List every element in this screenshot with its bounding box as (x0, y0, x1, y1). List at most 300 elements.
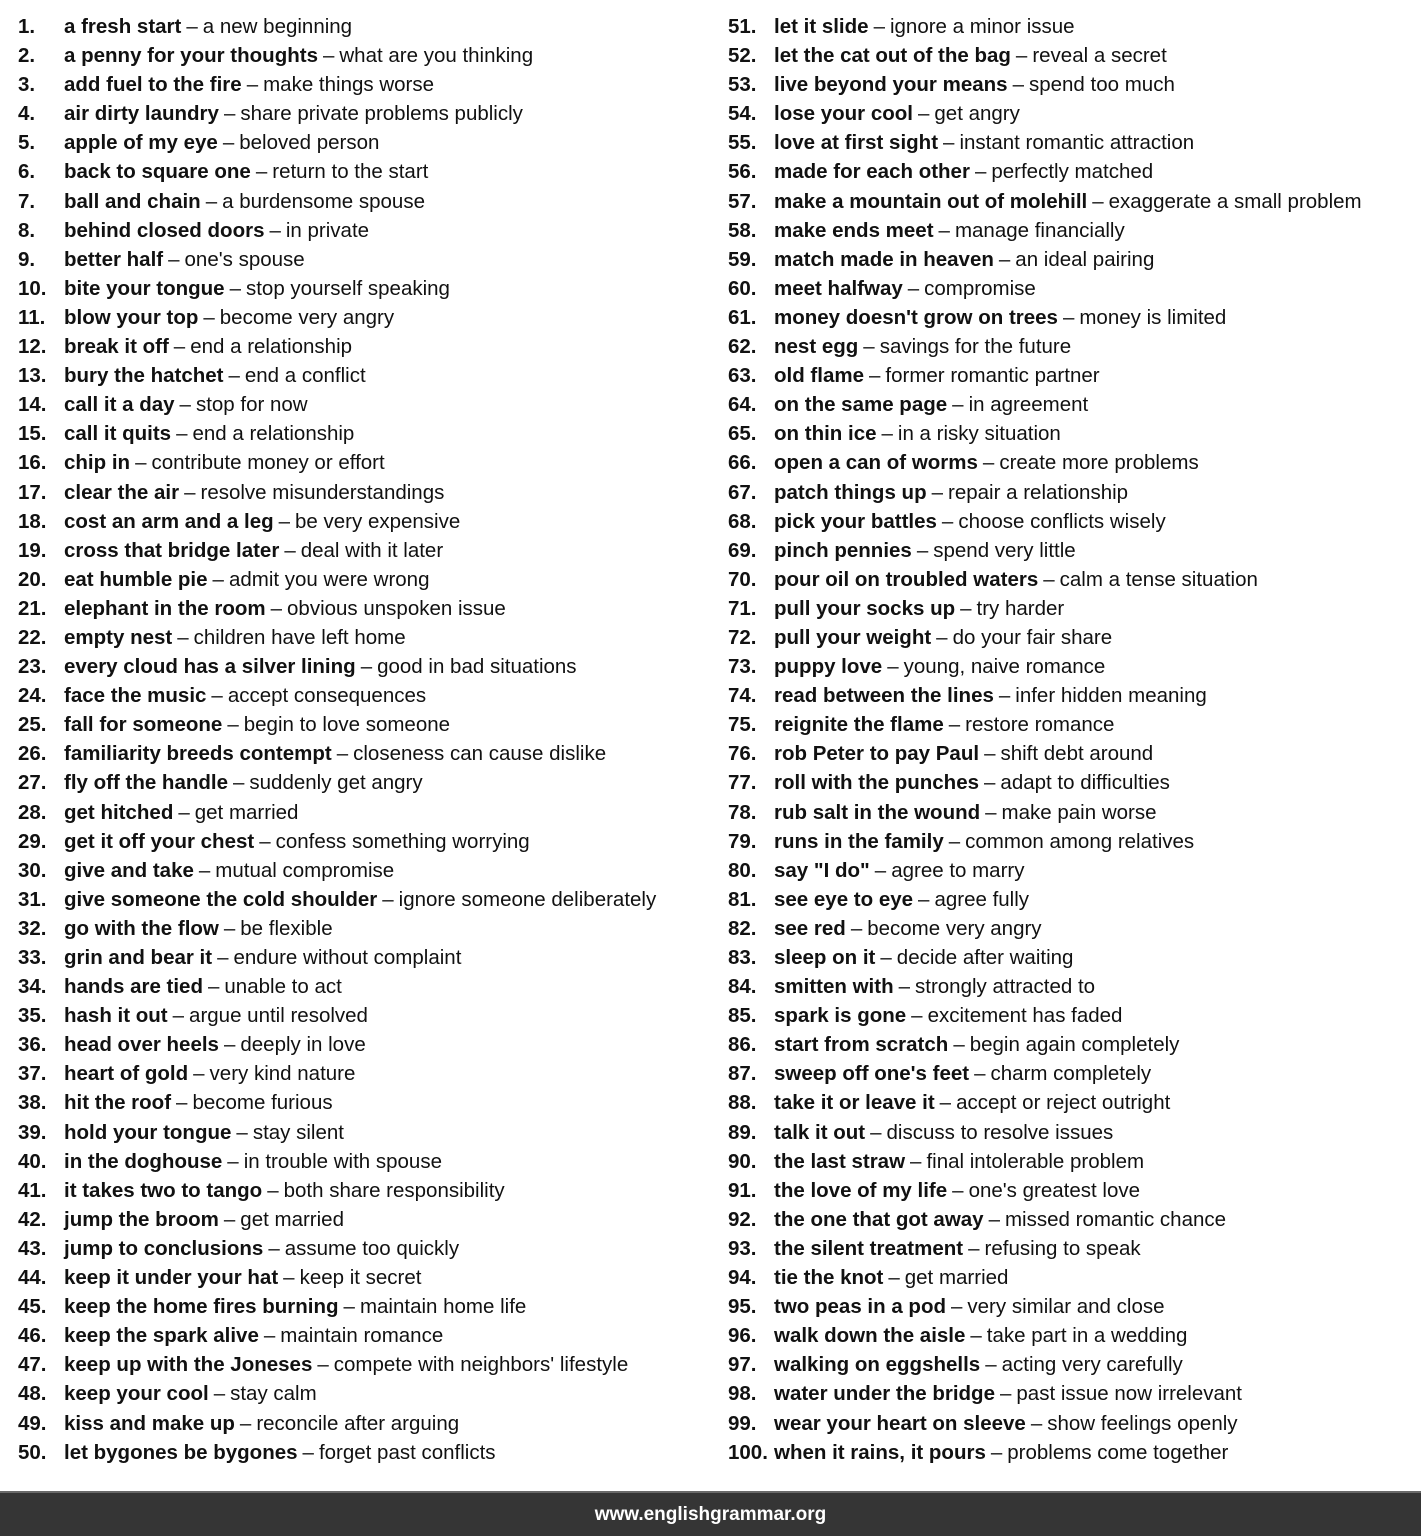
list-item (728, 507, 1421, 536)
separator-dash: – (1012, 73, 1024, 97)
separator-dash: – (988, 1207, 1000, 1231)
item-number: 44. (18, 1266, 47, 1290)
list-item (728, 157, 1421, 186)
idiom-meaning: accept or reject outright (956, 1091, 1171, 1115)
separator-dash: – (907, 276, 920, 300)
item-number: 87. (728, 1062, 757, 1086)
item-number: 2. (18, 44, 36, 68)
idiom-phrase: live beyond your means (774, 73, 1008, 97)
idiom-meaning: get married (194, 800, 299, 824)
separator-dash: – (227, 1149, 239, 1173)
separator-dash: – (223, 916, 236, 940)
item-number: 93. (728, 1236, 757, 1260)
list-item (728, 1321, 1421, 1350)
separator-dash: – (208, 975, 220, 999)
item-text (774, 1292, 1165, 1321)
idiom-meaning: infer hidden meaning (1015, 684, 1207, 708)
idiom-meaning: acting very carefully (1001, 1353, 1183, 1377)
list-item (728, 798, 1421, 827)
list-item (18, 594, 708, 623)
separator-dash: – (873, 15, 885, 38)
list-item (18, 914, 708, 943)
list-item (728, 827, 1421, 856)
item-number: 33. (18, 946, 47, 969)
footer-url[interactable]: www.englishgrammar.org (594, 1503, 827, 1525)
item-text (64, 943, 461, 972)
idiom-meaning: deeply in love (240, 1033, 366, 1057)
separator-dash: – (982, 451, 995, 475)
item-text (64, 70, 434, 99)
item-number: 98. (728, 1382, 757, 1406)
idiom-meaning: what are you thinking (339, 44, 534, 68)
item-number: 72. (728, 625, 757, 649)
idiom-meaning: mutual compromise (215, 858, 395, 882)
item-number: 94. (728, 1266, 757, 1290)
idiom-meaning: good in bad situations (377, 655, 577, 679)
idiom-phrase: when it rains, it pours (774, 1440, 986, 1464)
separator-dash: – (917, 102, 930, 126)
list-item (18, 478, 708, 507)
list-item (18, 216, 708, 245)
item-number: 25. (18, 713, 47, 737)
item-text (774, 827, 1194, 856)
separator-dash: – (863, 335, 875, 359)
idiom-meaning: maintain romance (280, 1324, 444, 1348)
idiom-meaning: become very angry (219, 305, 395, 329)
idiom-meaning: reconcile after arguing (256, 1411, 460, 1435)
idiom-phrase: call it quits (64, 422, 172, 446)
list-item (18, 448, 708, 477)
list-item (728, 1438, 1421, 1467)
idiom-meaning: restore romance (965, 713, 1115, 737)
item-number: 39. (18, 1120, 47, 1144)
list-item (18, 128, 708, 157)
idiom-meaning: become very angry (867, 916, 1042, 940)
list-item (728, 681, 1421, 710)
idiom-meaning: shift debt around (1000, 742, 1154, 766)
item-text (64, 99, 523, 128)
item-number: 5. (18, 131, 36, 155)
separator-dash: – (948, 713, 961, 737)
item-text (774, 710, 1114, 739)
idiom-meaning: assume too quickly (284, 1236, 460, 1260)
item-number: 71. (728, 596, 757, 620)
idiom-phrase: hit the roof (64, 1091, 172, 1115)
item-text (774, 856, 1025, 885)
idiom-meaning: resolve misunderstandings (200, 480, 445, 504)
item-text (64, 187, 425, 216)
idiom-phrase: start from scratch (774, 1033, 949, 1057)
separator-dash: – (179, 393, 191, 417)
list-item (728, 361, 1421, 390)
separator-dash: – (898, 975, 910, 999)
idiom-meaning: spend too much (1028, 73, 1175, 97)
item-text (64, 448, 385, 477)
item-number: 78. (728, 800, 757, 824)
list-item (728, 710, 1421, 739)
item-number: 20. (18, 567, 47, 591)
item-text (64, 128, 379, 157)
item-number: 76. (728, 742, 757, 766)
idiom-meaning: in a risky situation (897, 422, 1061, 446)
separator-dash: – (263, 1324, 276, 1348)
idiom-phrase: walking on eggshells (774, 1353, 981, 1377)
item-text (64, 798, 298, 827)
item-number: 67. (728, 480, 757, 504)
item-text (774, 1030, 1179, 1059)
idiom-phrase: apple of my eye (64, 131, 218, 155)
item-number: 66. (728, 451, 757, 475)
item-number: 42. (18, 1207, 47, 1231)
separator-dash: – (259, 829, 271, 853)
item-number: 34. (18, 975, 47, 999)
idiom-phrase: behind closed doors (64, 218, 265, 242)
item-text (774, 739, 1153, 768)
item-number: 45. (18, 1295, 47, 1319)
item-text (774, 216, 1125, 245)
item-number: 24. (18, 684, 47, 708)
idiom-phrase: love at first sight (774, 131, 939, 155)
item-text (774, 1263, 1008, 1292)
idiom-phrase: it takes two to tango (64, 1178, 263, 1202)
list-item (18, 507, 708, 536)
item-text (64, 1350, 628, 1379)
separator-dash: – (255, 160, 268, 184)
item-text (64, 1205, 344, 1234)
separator-dash: – (936, 625, 948, 649)
separator-dash: – (178, 800, 190, 824)
item-number: 41. (18, 1178, 47, 1202)
item-number: 55. (728, 131, 757, 155)
item-number: 40. (18, 1149, 47, 1173)
idiom-meaning: maintain home life (359, 1295, 527, 1319)
list-item (18, 1263, 708, 1292)
item-text (774, 798, 1157, 827)
separator-dash: – (222, 131, 235, 155)
item-text (774, 536, 1076, 565)
idiom-phrase: walk down the aisle (774, 1324, 966, 1348)
list-item (728, 70, 1421, 99)
separator-dash: – (213, 1382, 226, 1406)
list-item (18, 1379, 708, 1408)
idiom-meaning: discuss to resolve issues (886, 1120, 1114, 1144)
idiom-phrase: sweep off one's feet (774, 1062, 970, 1086)
separator-dash: – (918, 887, 930, 911)
idiom-meaning: instant romantic attraction (959, 131, 1195, 155)
idiom-phrase: hands are tied (64, 975, 203, 999)
idiom-phrase: bury the hatchet (64, 364, 224, 388)
idiom-meaning: begin to love someone (243, 713, 451, 737)
idiom-phrase: see red (774, 916, 846, 940)
list-item (18, 739, 708, 768)
item-number: 14. (18, 393, 47, 417)
idiom-phrase: on the same page (774, 393, 948, 417)
item-number: 32. (18, 916, 47, 940)
separator-dash: – (172, 1004, 185, 1028)
idiom-phrase: call it a day (64, 393, 175, 417)
item-text (774, 187, 1362, 216)
separator-dash: – (948, 829, 961, 853)
idiom-phrase: pour oil on troubled waters (774, 567, 1039, 591)
idiom-phrase: a fresh start (64, 15, 182, 38)
idiom-meaning: in trouble with spouse (243, 1149, 442, 1173)
item-number: 97. (728, 1353, 757, 1377)
idiom-phrase: jump the broom (64, 1207, 219, 1231)
item-text (64, 507, 460, 536)
item-text (64, 419, 354, 448)
separator-dash: – (176, 1091, 188, 1115)
item-number: 89. (728, 1120, 757, 1144)
separator-dash: – (960, 596, 972, 620)
list-item (728, 1118, 1421, 1147)
list-item (728, 303, 1421, 332)
idiom-phrase: talk it out (774, 1120, 866, 1144)
item-text (774, 885, 1029, 914)
separator-dash: – (267, 1178, 279, 1202)
list-item (18, 768, 708, 797)
item-text (774, 943, 1073, 972)
list-item (728, 187, 1421, 216)
idiom-phrase: the silent treatment (774, 1236, 964, 1260)
idiom-meaning: excitement has faded (927, 1004, 1123, 1028)
separator-dash: – (382, 887, 394, 911)
list-item (18, 1001, 708, 1030)
separator-dash: – (1092, 189, 1104, 213)
idiom-meaning: ignore someone deliberately (398, 887, 657, 911)
list-item (18, 187, 708, 216)
separator-dash: – (974, 1062, 986, 1086)
idiom-phrase: give and take (64, 858, 194, 882)
idiom-phrase: keep the home fires burning (64, 1295, 339, 1319)
item-text (64, 1147, 442, 1176)
separator-dash: – (984, 742, 996, 766)
item-number: 12. (18, 335, 47, 359)
list-item (728, 1292, 1421, 1321)
idiom-phrase: kiss and make up (64, 1411, 235, 1435)
separator-dash: – (233, 771, 245, 795)
item-text (774, 1059, 1151, 1088)
separator-dash: – (236, 1120, 248, 1144)
item-text (774, 1379, 1242, 1408)
item-text (774, 245, 1154, 274)
item-number: 29. (18, 829, 47, 853)
separator-dash: – (228, 364, 240, 388)
item-number: 26. (18, 742, 47, 766)
item-text (64, 478, 444, 507)
idiom-phrase: runs in the family (774, 829, 944, 853)
idiom-phrase: rob Peter to pay Paul (774, 742, 980, 766)
item-number: 65. (728, 422, 757, 446)
idiom-phrase: jump to conclusions (64, 1236, 264, 1260)
list-item (18, 972, 708, 1001)
item-text (774, 303, 1226, 332)
idiom-meaning: agree to marry (891, 858, 1025, 882)
idiom-meaning: create more problems (999, 451, 1199, 475)
list-item (18, 652, 708, 681)
idiom-meaning: agree fully (934, 887, 1030, 911)
idiom-meaning: stop yourself speaking (245, 276, 450, 300)
separator-dash: – (943, 131, 955, 155)
idiom-phrase: air dirty laundry (64, 102, 219, 126)
idiom-phrase: hold your tongue (64, 1120, 232, 1144)
list-item (18, 1118, 708, 1147)
list-item (728, 332, 1421, 361)
idiom-meaning: savings for the future (879, 335, 1072, 359)
list-item (728, 768, 1421, 797)
idiom-phrase: wear your heart on sleeve (774, 1411, 1026, 1435)
item-text (774, 361, 1100, 390)
item-text (64, 12, 352, 41)
idiom-phrase: get it off your chest (64, 829, 255, 853)
list-item (728, 274, 1421, 303)
idiom-meaning: choose conflicts wisely (958, 509, 1166, 533)
item-text (64, 536, 443, 565)
item-text (64, 652, 577, 681)
item-number: 58. (728, 218, 757, 242)
item-number: 52. (728, 44, 757, 68)
idiom-meaning: get angry (934, 102, 1020, 126)
list-item (728, 1205, 1421, 1234)
idiom-phrase: take it or leave it (774, 1091, 935, 1115)
separator-dash: – (168, 247, 180, 271)
list-item (18, 710, 708, 739)
idiom-meaning: reveal a secret (1032, 44, 1167, 68)
item-text (774, 623, 1112, 652)
idiom-meaning: obvious unspoken issue (287, 596, 506, 620)
item-text (774, 70, 1175, 99)
list-item (18, 623, 708, 652)
separator-dash: – (302, 1440, 314, 1464)
idiom-meaning: money is limited (1079, 305, 1227, 329)
idiom-meaning: beloved person (239, 131, 380, 155)
item-number: 68. (728, 509, 757, 533)
item-text (64, 1030, 366, 1059)
idiom-meaning: missed romantic chance (1004, 1207, 1227, 1231)
item-text (64, 827, 530, 856)
idiom-phrase: read between the lines (774, 684, 994, 708)
separator-dash: – (269, 218, 281, 242)
separator-dash: – (283, 1266, 295, 1290)
item-text (774, 1118, 1113, 1147)
list-item (728, 536, 1421, 565)
item-number: 46. (18, 1324, 47, 1348)
idiom-phrase: the last straw (774, 1149, 906, 1173)
idiom-phrase: better half (64, 247, 164, 271)
idiom-phrase: ball and chain (64, 189, 201, 213)
idiom-meaning: end a conflict (244, 364, 366, 388)
separator-dash: – (938, 218, 950, 242)
idiom-meaning: admit you were wrong (228, 567, 430, 591)
item-text (64, 594, 506, 623)
separator-dash: – (217, 946, 229, 969)
list-item (18, 1205, 708, 1234)
idiom-phrase: tie the knot (774, 1266, 884, 1290)
idiom-phrase: chip in (64, 451, 131, 475)
list-item (18, 885, 708, 914)
idiom-phrase: add fuel to the fire (64, 73, 242, 97)
item-number: 49. (18, 1411, 47, 1435)
item-text (774, 1321, 1187, 1350)
separator-dash: – (881, 422, 893, 446)
separator-dash: – (223, 1207, 236, 1231)
list-item (728, 390, 1421, 419)
separator-dash: – (278, 509, 291, 533)
item-number: 59. (728, 247, 757, 271)
list-item (728, 12, 1421, 41)
idiom-phrase: spark is gone (774, 1004, 907, 1028)
item-text (774, 914, 1042, 943)
idiom-meaning: decide after waiting (896, 946, 1074, 969)
idiom-meaning: return to the start (272, 160, 429, 184)
idiom-phrase: the one that got away (774, 1207, 984, 1231)
separator-dash: – (1043, 567, 1055, 591)
idiom-phrase: see eye to eye (774, 887, 914, 911)
item-text (64, 1263, 421, 1292)
separator-dash: – (939, 1091, 952, 1115)
separator-dash: – (869, 364, 881, 388)
item-text (774, 1088, 1170, 1117)
item-text (64, 332, 352, 361)
item-number: 85. (728, 1004, 757, 1028)
item-number: 83. (728, 946, 757, 969)
item-number: 23. (18, 655, 47, 679)
separator-dash: – (911, 1004, 923, 1028)
list-item (18, 827, 708, 856)
idiom-meaning: confess something worrying (275, 829, 530, 853)
list-item (18, 99, 708, 128)
separator-dash: – (985, 800, 997, 824)
item-number: 37. (18, 1062, 47, 1086)
idiom-phrase: say "I do" (774, 858, 870, 882)
separator-dash: – (336, 742, 349, 766)
idiom-phrase: back to square one (64, 160, 251, 184)
item-number: 60. (728, 276, 757, 300)
idiom-phrase: cross that bridge later (64, 538, 280, 562)
separator-dash: – (931, 480, 944, 504)
idiom-meaning: forget past conflicts (318, 1440, 496, 1464)
separator-dash: – (998, 247, 1011, 271)
separator-dash: – (203, 305, 215, 329)
item-number: 36. (18, 1033, 47, 1057)
item-text (64, 1118, 344, 1147)
separator-dash: – (998, 684, 1011, 708)
idiom-meaning: show feelings openly (1047, 1411, 1238, 1435)
separator-dash: – (239, 1411, 252, 1435)
item-number: 84. (728, 975, 757, 999)
idiom-meaning: young, naive romance (903, 655, 1106, 679)
footer-bar (0, 1491, 1421, 1536)
idiom-meaning: both share responsibility (283, 1178, 505, 1202)
separator-dash: – (970, 1324, 982, 1348)
item-number: 1. (18, 15, 36, 38)
separator-dash: – (343, 1295, 355, 1319)
item-text (64, 710, 450, 739)
separator-dash: – (985, 1353, 997, 1377)
item-text (64, 41, 533, 70)
idiom-meaning: contribute money or effort (151, 451, 385, 475)
list-item (18, 943, 708, 972)
separator-dash: – (888, 1266, 900, 1290)
item-text (774, 652, 1105, 681)
list-item (18, 1409, 708, 1438)
idiom-meaning: children have left home (193, 625, 406, 649)
item-text (774, 768, 1170, 797)
item-text (774, 99, 1020, 128)
list-item (18, 332, 708, 361)
item-text (774, 1001, 1122, 1030)
item-number: 54. (728, 102, 757, 126)
item-text (774, 1438, 1228, 1467)
